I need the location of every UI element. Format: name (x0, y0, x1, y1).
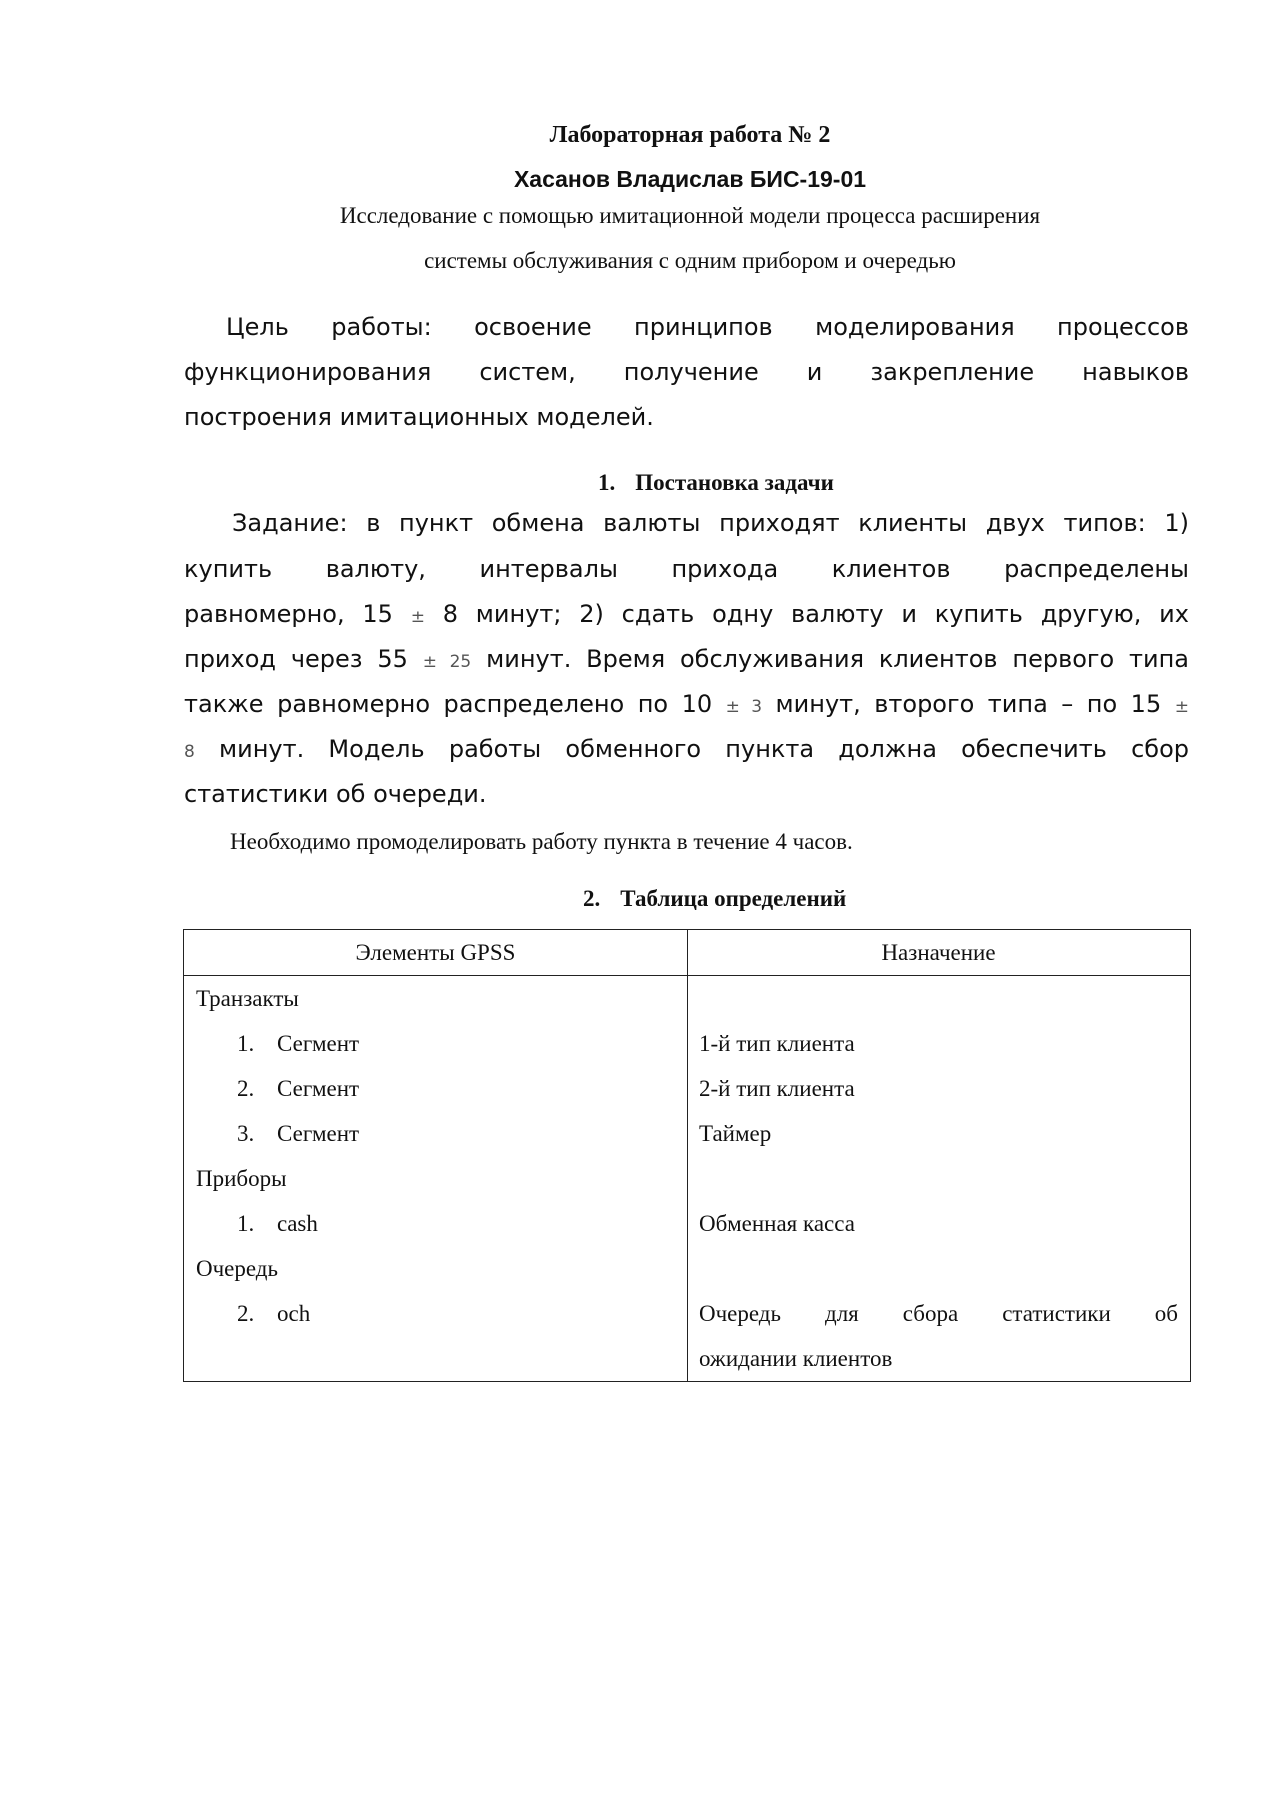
task-line-4 (184, 645, 1189, 673)
table-header-divider (184, 975, 1190, 976)
device-number: 1. (237, 1211, 255, 1236)
table-header-elements: Элементы GPSS (355, 940, 516, 965)
plus-minus-1: ± (410, 607, 425, 627)
segment-3-purpose: Таймер (699, 1121, 772, 1146)
segment-3-name: Сегмент (277, 1121, 360, 1146)
segment-1-name: Сегмент (277, 1031, 360, 1056)
task-line-2: купить валюту, интервалы прихода клиентов распределены (184, 555, 1189, 583)
goal-line-3: построения имитационных моделей. (184, 403, 654, 431)
table-header-purpose: Назначение (881, 940, 996, 965)
task-line-4-part-a: приход через 55 (184, 645, 408, 673)
task-line-5-part-b: минут, второго типа – по 15 (775, 690, 1162, 718)
segment-2-number: 2. (237, 1076, 255, 1101)
queue-number: 2. (237, 1301, 255, 1326)
segment-2-purpose: 2-й тип клиента (699, 1076, 855, 1101)
section-1-title: Постановка задачи (635, 470, 834, 495)
segment-3-number: 3. (237, 1121, 255, 1146)
section-2-number: 2. (583, 886, 601, 911)
devices-label: Приборы (196, 1166, 287, 1191)
queue-name: och (277, 1301, 311, 1326)
queue-label: Очередь (196, 1256, 278, 1281)
table-column-divider (687, 930, 688, 1381)
plus-minus-4: ± (1174, 697, 1189, 717)
task-line-5 (184, 690, 1189, 718)
queue-purpose-line-1: Очередь для сбора статистики об (699, 1301, 1178, 1326)
transacts-label: Транзакты (196, 986, 299, 1011)
queue-purpose-line-2: ожидании клиентов (699, 1346, 893, 1371)
task-line-5-part-a: также равномерно распределено по 10 (184, 690, 713, 718)
author-line: Хасанов Владислав БИС-19-01 (513, 166, 867, 192)
segment-1-number: 1. (237, 1031, 255, 1056)
section-1-heading (598, 470, 834, 496)
segment-1-purpose: 1-й тип клиента (699, 1031, 855, 1056)
section-1-number: 1. (598, 470, 616, 495)
definitions-table (183, 929, 1191, 1382)
segment-2-name: Сегмент (277, 1076, 360, 1101)
plus-minus-3: ± 3 (725, 697, 763, 717)
section-2-heading (583, 886, 846, 912)
duration-text: Необходимо промоделировать работу пункта в течение 4 часов. (230, 829, 853, 854)
task-line-6 (184, 735, 1189, 763)
task-line-7: статистики об очереди. (184, 780, 487, 808)
goal-line-1: Цель работы: освоение принципов моделирования процессов (226, 313, 1189, 341)
device-purpose: Обменная касса (699, 1211, 855, 1236)
subtitle-line-1: Исследование с помощью имитационной модели процесса расширения (339, 203, 1041, 228)
task-line-3 (184, 600, 1189, 628)
task-line-6-part-b: минут. Модель работы обменного пункта должна обеспечить сбор (219, 735, 1189, 763)
task-line-6-part-a: 8 (184, 742, 195, 762)
plus-minus-2: ± 25 (422, 652, 472, 672)
goal-line-2: функционирования систем, получение и закрепление навыков (184, 358, 1189, 386)
task-line-3-part-b: 8 минут; 2) сдать одну валюту и купить другую, их (442, 600, 1189, 628)
subtitle-line-2: системы обслуживания с одним прибором и очередью (424, 248, 956, 273)
task-line-1: Задание: в пункт обмена валюты приходят клиенты двух типов: 1) (232, 509, 1189, 537)
task-line-3-part-a: равномерно, 15 (184, 600, 393, 628)
document-title: Лабораторная работа № 2 (549, 122, 831, 148)
task-line-4-part-b: минут. Время обслуживания клиентов первого типа (486, 645, 1189, 673)
section-2-title: Таблица определений (620, 886, 847, 911)
device-name: cash (277, 1211, 318, 1236)
